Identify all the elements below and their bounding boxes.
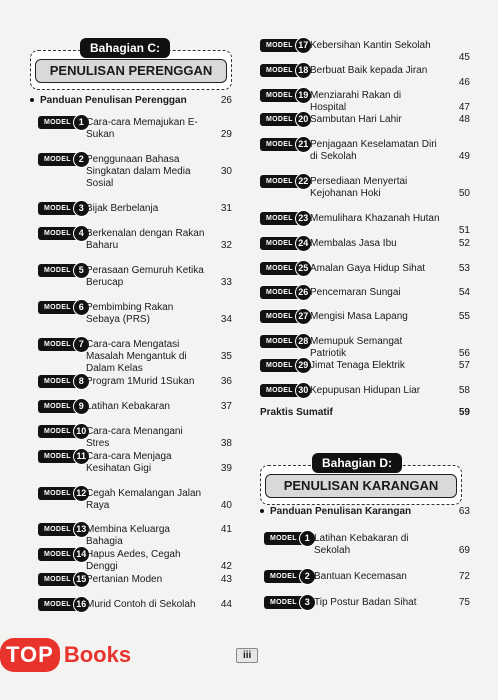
model-row[interactable] — [38, 336, 232, 374]
model-badge — [38, 548, 90, 561]
model-badge-label: MODEL — [38, 264, 76, 277]
model-badge-label: MODEL — [260, 359, 298, 372]
model-title: Amalan Gaya Hidup Sihat — [310, 263, 426, 274]
model-badge-label: MODEL — [38, 598, 76, 611]
model-badge-label: MODEL — [260, 89, 298, 102]
model-title: Berkenalan dengan Rakan Baharu — [86, 228, 205, 251]
model-badge — [260, 39, 312, 52]
model-badge — [38, 375, 90, 388]
topbooks-logo — [0, 638, 131, 672]
model-number: 5 — [73, 262, 90, 279]
model-row[interactable] — [38, 571, 232, 595]
model-row[interactable] — [38, 225, 232, 249]
model-number: 16 — [73, 596, 90, 613]
model-number: 3 — [299, 594, 316, 611]
model-badge-label: MODEL — [38, 338, 76, 351]
model-badge — [260, 113, 312, 126]
model-page: 36 — [220, 376, 232, 387]
model-badge — [260, 335, 312, 348]
model-number: 12 — [73, 485, 90, 502]
model-number: 9 — [73, 398, 90, 415]
model-badge-label: MODEL — [38, 450, 76, 463]
model-page: 52 — [458, 238, 470, 249]
model-number: 6 — [73, 299, 90, 316]
model-badge-label: MODEL — [38, 400, 76, 413]
bullet-icon — [30, 98, 34, 102]
page-number: iii — [236, 648, 258, 663]
model-title: Hapus Aedes, Cegah Denggi — [86, 549, 181, 572]
model-title: Cegah Kemalangan Jalan Raya — [86, 488, 202, 511]
model-badge-label: MODEL — [260, 138, 298, 151]
model-page: 33 — [220, 277, 232, 288]
model-number: 8 — [73, 373, 90, 390]
model-page: 29 — [220, 129, 232, 140]
model-row[interactable] — [260, 136, 470, 160]
model-badge-label: MODEL — [260, 39, 298, 52]
model-page: 69 — [458, 545, 470, 556]
model-page: 40 — [220, 500, 232, 511]
guide-karangan-label: Panduan Penulisan Karangan — [270, 506, 412, 517]
model-row[interactable] — [260, 357, 470, 381]
model-badge-label: MODEL — [260, 262, 298, 275]
model-page: 34 — [220, 314, 232, 325]
model-title: Bantuan Kecemasan — [314, 571, 407, 582]
model-row[interactable] — [260, 260, 470, 284]
model-badge-label: MODEL — [260, 384, 298, 397]
bahagian-d-title: PENULISAN KARANGAN — [265, 474, 457, 498]
model-title: Cara-cara Mengatasi Masalah Mengantuk di Dalam Kelas — [86, 339, 187, 374]
model-row[interactable] — [260, 173, 470, 197]
model-number: 10 — [73, 423, 90, 440]
model-title: Memulihara Khazanah Hutan — [310, 213, 440, 224]
model-title: Kepupusan Hidupan Liar — [310, 385, 421, 396]
model-number: 22 — [295, 173, 312, 190]
model-badge — [260, 138, 312, 151]
model-number: 19 — [295, 87, 312, 104]
model-title: Latihan Kebakaran — [86, 401, 170, 412]
model-title: Program 1Murid 1Sukan — [86, 376, 195, 387]
model-badge-label: MODEL — [38, 153, 76, 166]
model-title: Persediaan Menyertai Kejohanan Hoki — [310, 176, 408, 199]
model-badge-label: MODEL — [38, 548, 76, 561]
model-badge — [260, 175, 312, 188]
model-badge-label: MODEL — [38, 202, 76, 215]
model-badge-label: MODEL — [260, 113, 298, 126]
model-row[interactable] — [38, 448, 232, 472]
model-row[interactable] — [260, 87, 470, 111]
model-badge — [38, 450, 90, 463]
model-page: 75 — [458, 597, 470, 608]
model-badge — [38, 338, 90, 351]
model-badge-label: MODEL — [260, 237, 298, 250]
guide-karangan-page: 63 — [458, 506, 470, 517]
model-title: Memupuk Semangat Patriotik — [310, 336, 403, 359]
model-row[interactable] — [260, 235, 470, 259]
model-row[interactable] — [38, 373, 232, 397]
model-page: 31 — [220, 203, 232, 214]
model-number: 14 — [73, 546, 90, 563]
model-title: Kebersihan Kantin Sekolah — [310, 40, 431, 51]
model-page: 39 — [220, 463, 232, 474]
model-badge-label: MODEL — [38, 375, 76, 388]
model-badge-label: MODEL — [38, 425, 76, 438]
bahagian-c-title: PENULISAN PERENGGAN — [35, 59, 227, 83]
model-badge-label: MODEL — [38, 573, 76, 586]
model-page: 44 — [220, 599, 232, 610]
model-badge — [264, 570, 316, 583]
model-badge — [260, 64, 312, 77]
bullet-icon — [260, 509, 264, 513]
model-number: 26 — [295, 284, 312, 301]
model-badge — [38, 598, 90, 611]
model-badge-label: MODEL — [260, 64, 298, 77]
model-title: Pertanian Moden — [86, 574, 163, 585]
model-page: 45 — [458, 52, 470, 63]
model-title: Menziarahi Rakan di Hospital — [310, 90, 402, 113]
model-page: 42 — [220, 561, 232, 572]
model-page: 48 — [458, 114, 470, 125]
guide-karangan[interactable] — [260, 506, 411, 517]
model-badge-label: MODEL — [38, 227, 76, 240]
model-page: 51 — [458, 225, 470, 236]
model-number: 11 — [73, 448, 90, 465]
model-row[interactable] — [38, 262, 232, 286]
model-number: 3 — [73, 200, 90, 217]
praktis-sumatif[interactable]: Praktis Sumatif — [260, 407, 333, 418]
model-badge-label: MODEL — [38, 523, 76, 536]
model-title: Berbuat Baik kepada Jiran — [310, 65, 428, 76]
model-number: 27 — [295, 308, 312, 325]
model-row[interactable] — [38, 485, 232, 509]
model-badge — [260, 359, 312, 372]
model-row[interactable] — [38, 546, 232, 570]
model-page: 58 — [458, 385, 470, 396]
model-page: 38 — [220, 438, 232, 449]
model-badge-label: MODEL — [264, 570, 302, 583]
model-badge — [264, 596, 316, 609]
model-page: 72 — [458, 571, 470, 582]
model-number: 2 — [299, 568, 316, 585]
model-page: 57 — [458, 360, 470, 371]
model-badge-label: MODEL — [260, 286, 298, 299]
model-row[interactable] — [260, 333, 470, 357]
model-row[interactable] — [260, 37, 470, 61]
model-title: Penggunaan Bahasa Singkatan dalam Media Sosial — [86, 154, 191, 189]
model-number: 25 — [295, 260, 312, 277]
model-number: 29 — [295, 357, 312, 374]
model-row[interactable] — [260, 111, 470, 135]
model-badge — [38, 573, 90, 586]
model-badge-label: MODEL — [264, 596, 302, 609]
model-row[interactable] — [38, 423, 232, 447]
model-row[interactable] — [260, 308, 470, 332]
model-badge — [260, 286, 312, 299]
model-title: Perasaan Gemuruh Ketika Berucap — [86, 265, 204, 288]
model-badge — [38, 153, 90, 166]
model-page: 37 — [220, 401, 232, 412]
model-row[interactable] — [38, 114, 232, 138]
model-row[interactable] — [38, 200, 232, 224]
model-badge-label: MODEL — [38, 116, 76, 129]
model-page: 30 — [220, 166, 232, 177]
model-badge — [260, 310, 312, 323]
model-title: Membalas Jasa Ibu — [310, 238, 397, 249]
model-badge-label: MODEL — [260, 175, 298, 188]
model-title: Cara-cara Menangani Stres — [86, 426, 183, 449]
model-row[interactable] — [38, 299, 232, 323]
model-row[interactable] — [38, 596, 232, 620]
model-page: 56 — [458, 348, 470, 359]
model-badge-label: MODEL — [260, 212, 298, 225]
model-row[interactable] — [260, 284, 470, 308]
model-title: Pembimbing Rakan Sebaya (PRS) — [86, 302, 174, 325]
model-title: Penjagaan Keselamatan Diri di Sekolah — [310, 139, 437, 162]
model-row[interactable] — [38, 398, 232, 422]
model-page: 32 — [220, 240, 232, 251]
model-title: Cara-cara Memajukan E-Sukan — [86, 117, 198, 140]
model-page: 50 — [458, 188, 470, 199]
model-number: 4 — [73, 225, 90, 242]
model-page: 43 — [220, 574, 232, 585]
bahagian-c-tag: Bahagian C: — [80, 38, 170, 58]
model-page: 41 — [220, 524, 232, 535]
model-title: Sambutan Hari Lahir — [310, 114, 402, 125]
model-title: Murid Contoh di Sekolah — [86, 599, 196, 610]
model-badge — [38, 116, 90, 129]
model-number: 1 — [73, 114, 90, 131]
model-row[interactable] — [38, 151, 232, 189]
model-page: 54 — [458, 287, 470, 298]
model-page: 35 — [220, 351, 232, 362]
model-badge-label: MODEL — [264, 532, 302, 545]
praktis-sumatif-page: 59 — [458, 407, 470, 418]
model-number: 1 — [299, 530, 316, 547]
model-number: 18 — [295, 62, 312, 79]
model-badge — [264, 532, 316, 545]
model-number: 20 — [295, 111, 312, 128]
model-row[interactable] — [260, 62, 470, 86]
model-title: Membina Keluarga Bahagia — [86, 524, 170, 547]
model-number: 23 — [295, 210, 312, 227]
model-page: 55 — [458, 311, 470, 322]
model-title: Bijak Berbelanja — [86, 203, 159, 214]
model-badge-label: MODEL — [38, 301, 76, 314]
model-number: 21 — [295, 136, 312, 153]
model-title: Cara-cara Menjaga Kesihatan Gigi — [86, 451, 172, 474]
model-badge — [38, 264, 90, 277]
model-page: 53 — [458, 263, 470, 274]
model-row[interactable] — [264, 568, 470, 592]
model-title: Mengisi Masa Lapang — [310, 311, 408, 322]
model-title: Jimat Tenaga Elektrik — [310, 360, 405, 371]
model-row[interactable] — [260, 210, 470, 234]
model-title: Tip Postur Badan Sihat — [314, 597, 417, 608]
bahagian-d-tag: Bahagian D: — [312, 453, 402, 473]
model-number: 15 — [73, 571, 90, 588]
model-number: 30 — [295, 382, 312, 399]
model-number: 24 — [295, 235, 312, 252]
model-row[interactable] — [260, 382, 470, 406]
guide-perenggan-label: Panduan Penulisan Perenggan — [40, 95, 187, 106]
guide-perenggan[interactable] — [30, 95, 187, 106]
model-number: 2 — [73, 151, 90, 168]
model-badge — [38, 301, 90, 314]
guide-perenggan-page: 26 — [220, 95, 232, 106]
model-title: Pencemaran Sungai — [310, 287, 401, 298]
model-badge-label: MODEL — [260, 335, 298, 348]
logo-books: Books — [63, 642, 132, 667]
model-row[interactable] — [38, 521, 232, 545]
model-badge — [260, 89, 312, 102]
model-badge — [38, 227, 90, 240]
model-title: Latihan Kebakaran di Sekolah — [314, 533, 409, 556]
model-number: 7 — [73, 336, 90, 353]
model-badge — [38, 523, 90, 536]
model-row[interactable] — [264, 530, 470, 554]
model-page: 46 — [458, 77, 470, 88]
logo-top: TOP — [0, 638, 60, 672]
model-badge — [260, 262, 312, 275]
model-row[interactable] — [264, 594, 470, 618]
model-page: 47 — [458, 102, 470, 113]
model-badge — [260, 384, 312, 397]
model-badge — [38, 487, 90, 500]
model-page: 49 — [458, 151, 470, 162]
model-badge — [38, 425, 90, 438]
model-badge-label: MODEL — [260, 310, 298, 323]
model-badge — [38, 202, 90, 215]
model-badge — [260, 237, 312, 250]
model-badge — [260, 212, 312, 225]
model-number: 17 — [295, 37, 312, 54]
model-number: 28 — [295, 333, 312, 350]
model-badge — [38, 400, 90, 413]
model-number: 13 — [73, 521, 90, 538]
model-badge-label: MODEL — [38, 487, 76, 500]
